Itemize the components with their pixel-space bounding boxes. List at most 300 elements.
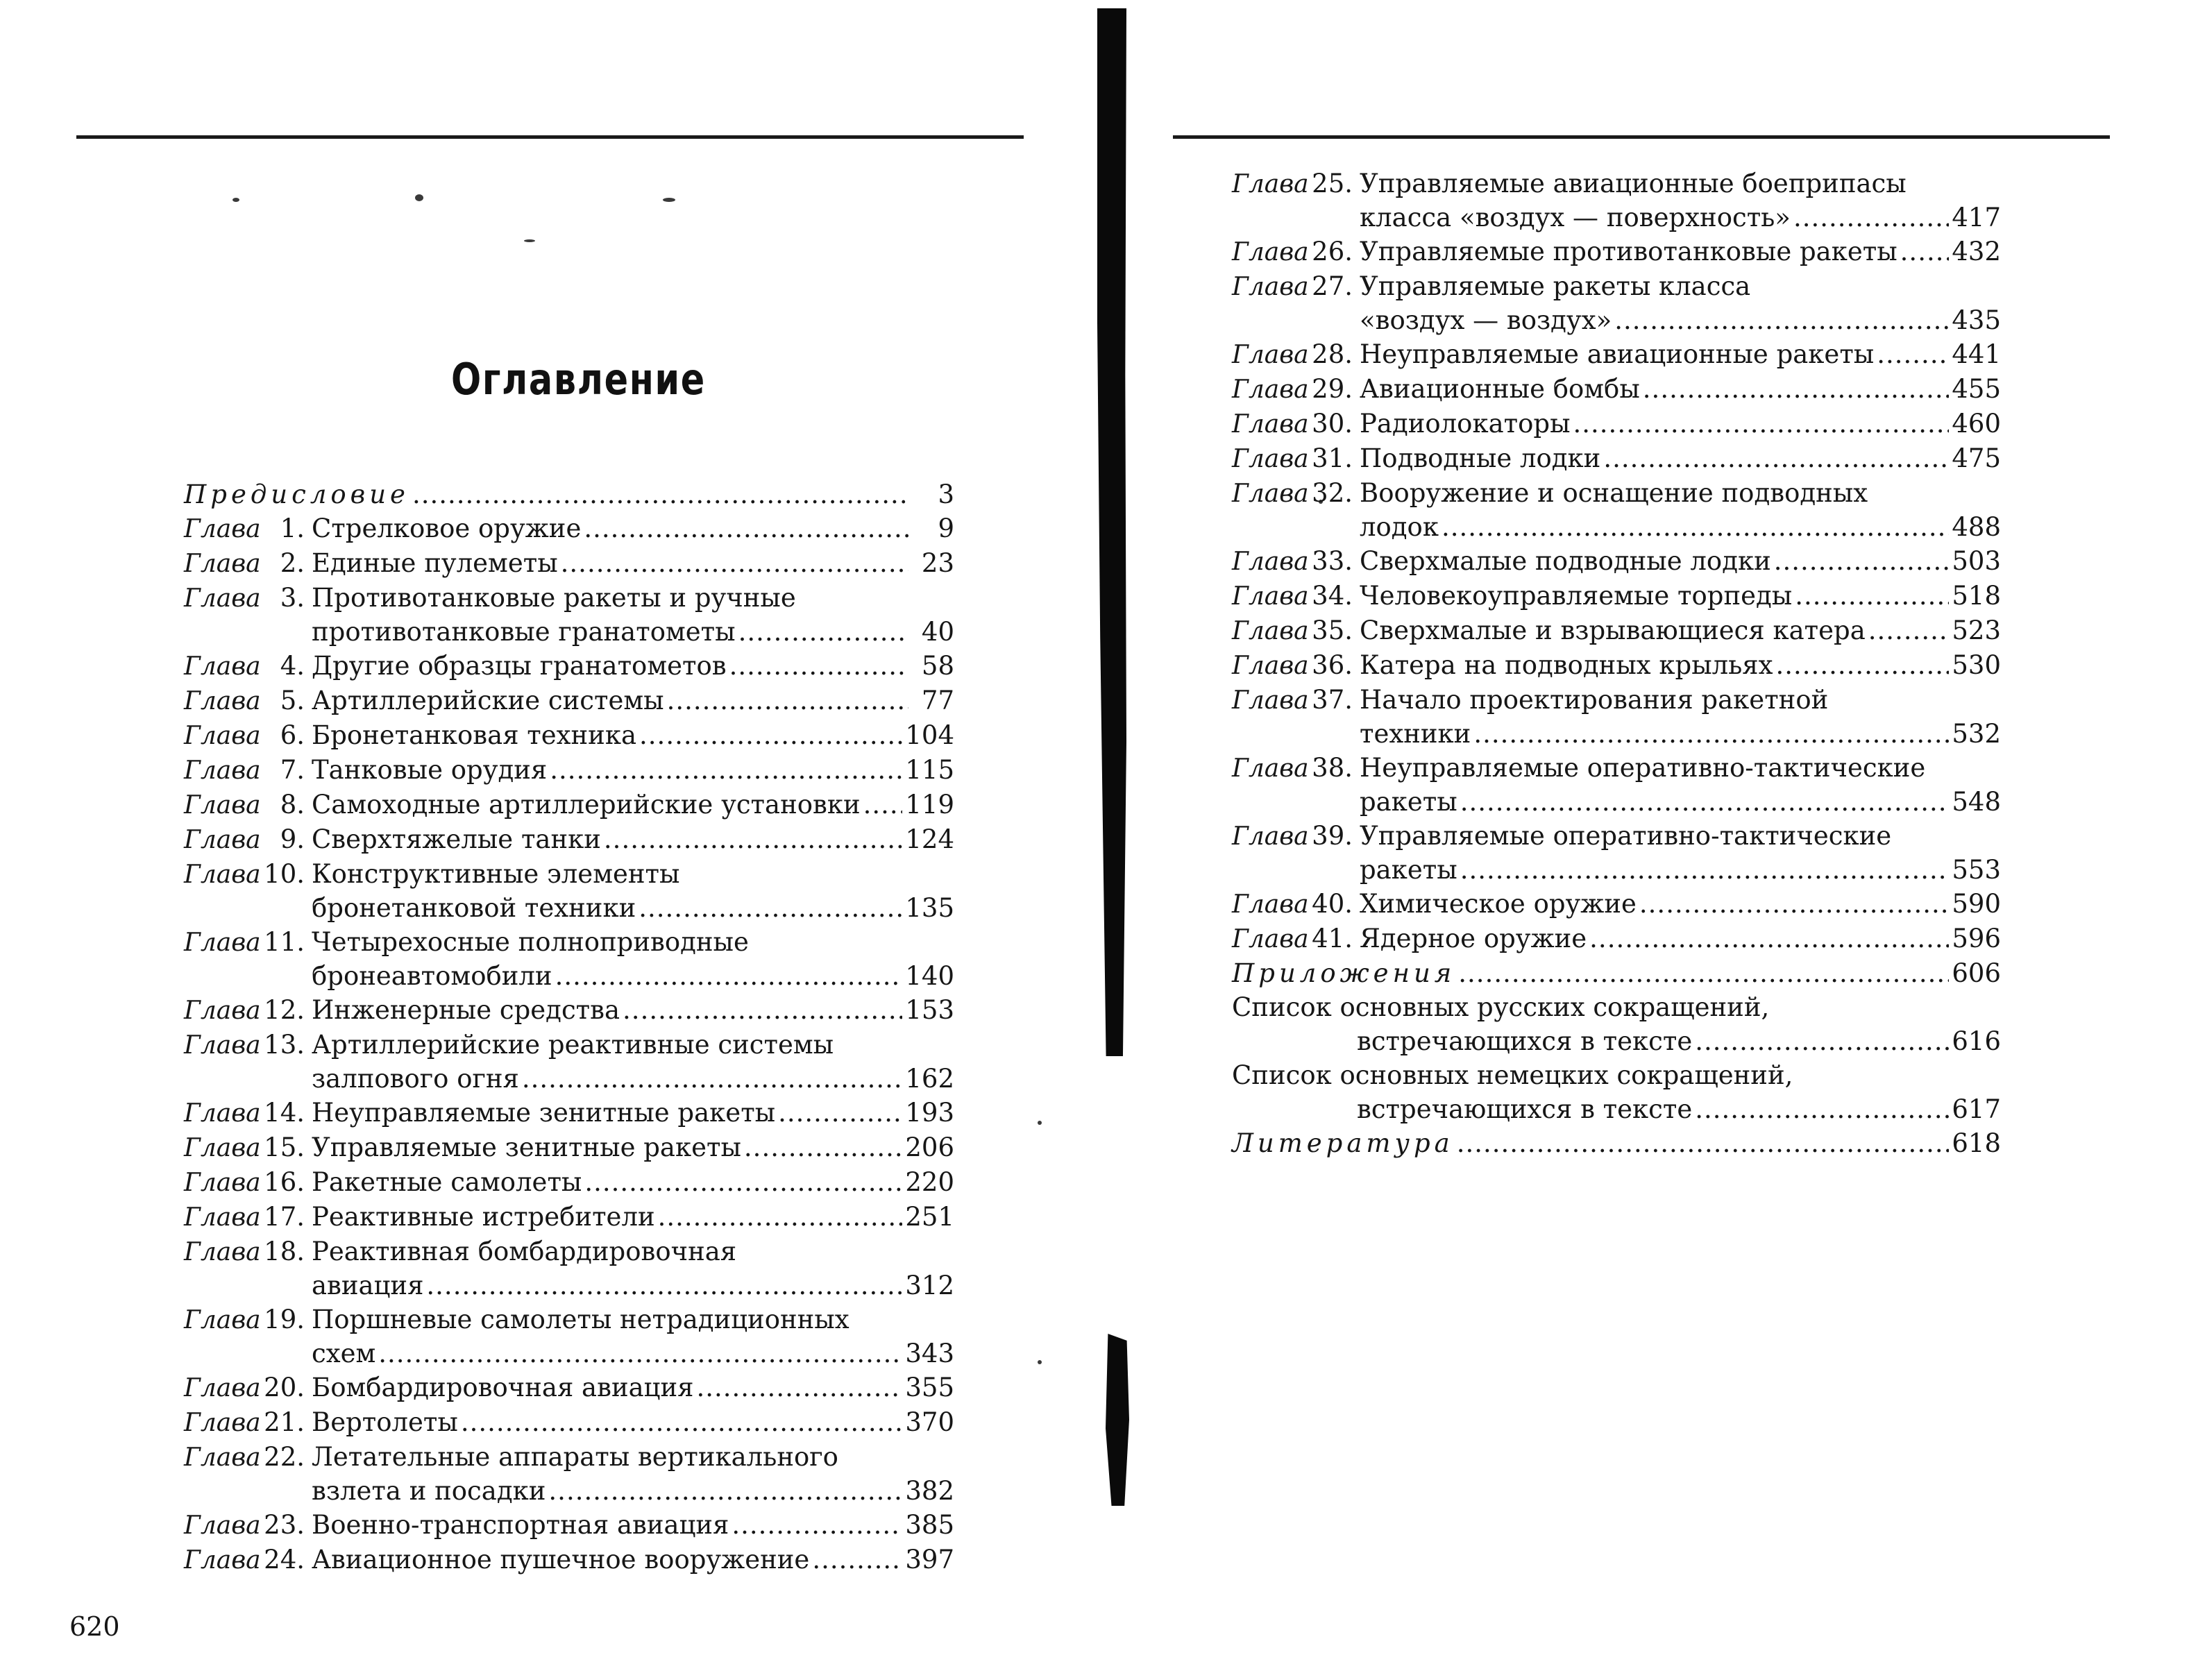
toc-entry-title: Управляемые противотанковые ракеты	[1360, 237, 1897, 266]
toc-column-right	[1232, 167, 2001, 1160]
toc-column-left	[184, 477, 954, 1577]
toc-page-number: 206	[905, 1132, 954, 1162]
toc-entry-title: залпового огня	[312, 1064, 519, 1094]
toc-chapter-label: Глава	[184, 652, 261, 681]
toc-entry-body	[305, 546, 954, 580]
toc-entry-title: Человекоуправляемые торпеды	[1360, 581, 1793, 611]
toc-entry-title: техники	[1360, 719, 1471, 749]
appendix-label: Приложения	[1232, 958, 1456, 988]
toc-page-number: 441	[1952, 339, 2001, 369]
toc-entry-title: Управляемые оперативно-тактические	[1360, 821, 1892, 851]
toc-page-number: 518	[1952, 581, 2001, 611]
toc-entry-line	[312, 1474, 954, 1508]
dot-leader	[1573, 407, 1950, 441]
toc-entry-title: Вертолеты	[312, 1407, 458, 1437]
dot-leader	[863, 788, 903, 822]
toc-page-number: 9	[938, 514, 954, 543]
toc-entry-line	[312, 1508, 954, 1542]
toc-entry	[184, 857, 954, 925]
toc-entry-title: Сверхмалые и взрывающиеся катера	[1360, 616, 1866, 645]
toc-chapter-label: Глава	[1232, 170, 1309, 198]
toc-chapter-label: Глава	[1232, 890, 1309, 919]
toc-entry-body	[1353, 613, 2001, 647]
toc-chapter-number: 7.	[280, 755, 305, 785]
toc-page-number: 616	[1952, 1026, 2001, 1056]
toc-entry-title: Управляемые зенитные ракеты	[312, 1132, 741, 1162]
toc-entry-line	[312, 1234, 954, 1269]
toc-entry-body	[305, 1234, 954, 1303]
toc-page-number: 370	[905, 1407, 954, 1437]
toc-entry	[184, 1508, 954, 1543]
toc-chapter-number: 15.	[264, 1132, 305, 1162]
dot-leader	[744, 1130, 902, 1164]
toc-entry-title: Авиационные бомбы	[1360, 374, 1640, 404]
toc-chapter-label: Глава	[184, 928, 261, 957]
dot-leader	[1614, 303, 1949, 337]
toc-entry	[1232, 751, 2001, 819]
toc-entry-line	[1360, 303, 2001, 337]
toc-page-number: 385	[905, 1510, 954, 1540]
toc-chapter-number: 32.	[1312, 478, 1353, 508]
dot-leader	[1695, 1024, 1949, 1058]
toc-entry	[1232, 887, 2001, 922]
toc-entry-title: Самоходные артиллерийские установки	[312, 790, 861, 820]
toc-entry	[184, 1200, 954, 1234]
toc-chapter-label: Глава	[184, 1169, 261, 1197]
toc-chapter-label: Глава	[1232, 273, 1309, 301]
toc-entry	[184, 546, 954, 581]
toc-chapter-label: Глава	[184, 584, 261, 613]
toc-chapter-label: Глава	[184, 1031, 261, 1060]
toc-chapter-number: 2.	[280, 548, 305, 578]
toc-entry-line	[312, 959, 954, 993]
toc-chapter-number: 9.	[280, 824, 305, 854]
top-rule-right	[1173, 135, 2110, 139]
toc-chapter-label: Глава	[184, 722, 261, 750]
toc-page-number: 606	[1952, 958, 2001, 988]
toc-entry-title: Неуправляемые зенитные ракеты	[312, 1098, 776, 1128]
dot-leader	[604, 822, 902, 856]
toc-entry	[1232, 407, 2001, 441]
toc-entry-body	[1353, 476, 2001, 544]
toc-entry-title: встречающихся в тексте	[1357, 1094, 1693, 1124]
toc-entry-line	[1360, 613, 2001, 647]
toc-page-number: 530	[1952, 650, 2001, 680]
toc-entry-title: Артиллерийские системы	[312, 686, 664, 715]
toc-page-number: 475	[1952, 443, 2001, 473]
toc-entry-line	[312, 684, 954, 718]
toc-entry-line	[1360, 372, 2001, 406]
toc-entry-line	[1360, 167, 2001, 201]
toc-chapter-label: Глава	[184, 791, 261, 820]
dot-leader	[426, 1269, 902, 1303]
toc-entry-line	[312, 546, 954, 580]
toc-entry-body	[1353, 887, 2001, 921]
toc-entry-line	[1360, 544, 2001, 578]
toc-entry-line	[1360, 785, 2001, 819]
toc-entry	[184, 649, 954, 684]
toc-entry-line	[1232, 990, 2001, 1024]
dot-leader	[1473, 717, 1949, 751]
toc-entry-title: «воздух — воздух»	[1360, 305, 1612, 335]
dot-leader	[667, 684, 908, 718]
toc-page-number: 153	[905, 995, 954, 1025]
toc-entry-body	[305, 581, 954, 649]
toc-page-number: 343	[905, 1339, 954, 1368]
dot-leader	[1460, 785, 1950, 819]
toc-page-number: 23	[921, 548, 954, 578]
toc-entry-title: Управляемые авиационные боеприпасы	[1360, 169, 1907, 198]
toc-chapter-label: Глава	[1232, 652, 1309, 680]
toc-entry	[184, 788, 954, 822]
toc-entry-line	[312, 615, 954, 649]
toc-chapter-number: 30.	[1312, 409, 1353, 439]
toc-entry-title: Инженерные средства	[312, 995, 620, 1025]
toc-page-number: 3	[938, 480, 954, 509]
dot-leader	[1643, 372, 1950, 406]
toc-entry	[184, 1028, 954, 1096]
dot-leader	[729, 649, 908, 683]
toc-page-number: 135	[905, 893, 954, 923]
toc-entry-title: Противотанковые ракеты и ручные	[312, 583, 796, 613]
toc-entry	[1232, 441, 2001, 476]
toc-chapter-label: Глава	[1232, 822, 1309, 851]
toc-chapter-label: Глава	[1232, 341, 1309, 369]
book-gutter-shadow-lower	[1106, 1334, 1129, 1506]
toc-chapter-label: Глава	[184, 1443, 261, 1472]
toc-chapter-number: 27.	[1312, 271, 1353, 301]
toc-entry-line	[1360, 269, 2001, 303]
toc-entry-body	[1353, 337, 2001, 371]
toc-entry-line	[184, 477, 954, 511]
dot-leader	[738, 615, 908, 649]
toc-chapter-number: 13.	[264, 1030, 305, 1060]
toc-chapter-number: 21.	[264, 1407, 305, 1437]
toc-entry-line	[1360, 853, 2001, 887]
toc-entry-line	[1360, 235, 2001, 269]
toc-chapter-number: 29.	[1312, 374, 1353, 404]
toc-page-number: 532	[1952, 719, 2001, 749]
toc-entry	[184, 822, 954, 857]
toc-entry-body	[184, 477, 954, 511]
toc-entry-title: бронетанковой техники	[312, 893, 636, 923]
toc-entry-line	[1360, 441, 2001, 475]
scan-speck	[1038, 1360, 1042, 1364]
appendix-item	[1232, 1058, 2001, 1126]
toc-entry-body	[1353, 819, 2001, 887]
toc-chapter-label: Глава	[184, 1203, 261, 1232]
toc-entry-body	[305, 1405, 954, 1439]
toc-entry-body	[305, 1028, 954, 1096]
toc-page-number: 455	[1952, 374, 2001, 404]
toc-entry	[184, 1165, 954, 1200]
toc-entry-body	[305, 1543, 954, 1577]
toc-chapter-number: 33.	[1312, 546, 1353, 576]
toc-entry-line	[1360, 717, 2001, 751]
scan-speck	[1038, 1121, 1042, 1125]
toc-chapter-label: Глава	[184, 687, 261, 715]
toc-page-number: 77	[921, 686, 954, 715]
toc-entry	[184, 1303, 954, 1371]
toc-chapter-number: 36.	[1312, 650, 1353, 680]
dot-leader	[1793, 201, 1949, 235]
toc-entry-body	[305, 1130, 954, 1164]
toc-entry	[1232, 613, 2001, 648]
toc-entry-title: Химическое оружие	[1360, 889, 1637, 919]
toc-entry-title: Список основных немецких сокращений,	[1232, 1060, 1793, 1090]
toc-chapter-label: Глава	[1232, 686, 1309, 715]
toc-entry-line	[312, 1440, 954, 1474]
toc-chapter-number: 10.	[264, 859, 305, 889]
toc-chapter-label: Глава	[1232, 480, 1309, 508]
toc-chapter-label: Глава	[1232, 238, 1309, 266]
toc-entry-title: лодок	[1360, 512, 1439, 542]
toc-page-number: 548	[1952, 787, 2001, 817]
toc-chapter-label: Глава	[184, 756, 261, 785]
toc-chapter-label: Глава	[1232, 582, 1309, 611]
toc-chapter-label: Глава	[1232, 445, 1309, 473]
toc-entry-title: Ракетные самолеты	[312, 1167, 582, 1197]
toc-entry-title: Сверхмалые подводные лодки	[1360, 546, 1771, 576]
toc-page-number: 162	[905, 1064, 954, 1094]
toc-entry-title: встречающихся в тексте	[1357, 1026, 1693, 1056]
appendix-item	[1232, 990, 2001, 1058]
literature-label: Литература	[1232, 1128, 1454, 1158]
toc-entry-line	[1232, 1092, 2001, 1126]
toc-entry-body	[305, 822, 954, 856]
toc-chapter-number: 23.	[264, 1510, 305, 1540]
toc-entry-line	[312, 1405, 954, 1439]
toc-entry-body	[305, 1096, 954, 1130]
toc-chapter-label: Глава	[1232, 925, 1309, 953]
toc-entry-body	[1353, 167, 2001, 235]
toc-entry-line	[312, 1130, 954, 1164]
toc-chapter-number: 4.	[280, 651, 305, 681]
toc-entry-line	[312, 822, 954, 856]
dot-leader	[1457, 1126, 1950, 1160]
toc-page-number: 355	[905, 1373, 954, 1402]
toc-page-number: 382	[905, 1476, 954, 1506]
toc-entry-title: Список основных русских сокращений,	[1232, 992, 1770, 1022]
toc-entry-title: авиация	[312, 1271, 424, 1300]
toc-entry-body	[305, 753, 954, 787]
toc-entry	[184, 581, 954, 649]
dot-leader	[1868, 613, 1950, 647]
dot-leader	[1774, 544, 1950, 578]
toc-entry	[184, 1096, 954, 1130]
toc-chapter-number: 34.	[1312, 581, 1353, 611]
toc-entry	[1232, 372, 2001, 407]
toc-chapter-label: Глава	[1232, 410, 1309, 439]
toc-entry-title: Катера на подводных крыльях	[1360, 650, 1773, 680]
toc-entry	[1232, 544, 2001, 579]
toc-entry	[184, 477, 954, 511]
toc-page-number: 312	[905, 1271, 954, 1300]
toc-chapter-number: 5.	[280, 686, 305, 715]
toc-entry-line	[1232, 1024, 2001, 1058]
scan-speck	[415, 194, 423, 201]
toc-entry-line	[1232, 1058, 2001, 1092]
toc-entry	[184, 718, 954, 753]
dot-leader	[1776, 648, 1950, 682]
toc-entry-title: Подводные лодки	[1360, 443, 1601, 473]
toc-chapter-label: Глава	[184, 1374, 261, 1402]
toc-chapter-number: 41.	[1312, 924, 1353, 953]
dot-leader	[639, 891, 902, 925]
toc-chapter-number: 39.	[1312, 821, 1353, 851]
toc-entry-line	[312, 1096, 954, 1130]
toc-entry	[1232, 476, 2001, 544]
toc-entry-title: Четырехосные полноприводные	[312, 927, 749, 957]
dot-leader	[639, 718, 902, 752]
toc-chapter-number: 31.	[1312, 443, 1353, 473]
dot-leader	[1589, 922, 1949, 956]
toc-chapter-label: Глава	[184, 550, 261, 578]
toc-entry-body	[305, 857, 954, 925]
toc-entry-body	[305, 993, 954, 1027]
toc-entry-line	[312, 718, 954, 752]
toc-entry-title: Начало проектирования ракетной	[1360, 685, 1829, 715]
toc-entry-title: Реактивные истребители	[312, 1202, 655, 1232]
toc-page-number: 417	[1952, 203, 2001, 232]
toc-entry-body	[305, 788, 954, 822]
dot-leader	[378, 1337, 902, 1371]
toc-entry-line	[312, 511, 954, 545]
toc-entry-title: Реактивная бомбардировочная	[312, 1237, 737, 1266]
toc-entry-line	[312, 753, 954, 787]
toc-entry	[184, 1371, 954, 1405]
scan-speck	[524, 239, 535, 242]
toc-chapter-label: Глава	[184, 515, 261, 543]
toc-entry	[184, 1130, 954, 1165]
dot-leader	[1900, 235, 1950, 269]
toc-chapter-number: 12.	[264, 995, 305, 1025]
toc-entry-title: ракеты	[1360, 855, 1457, 885]
toc-entry-body	[305, 649, 954, 683]
toc-chapter-number: 24.	[264, 1545, 305, 1575]
toc-chapter-number: 8.	[280, 790, 305, 820]
toc-chapter-number: 16.	[264, 1167, 305, 1197]
dot-leader	[696, 1371, 902, 1405]
toc-entry-title: Другие образцы гранатометов	[312, 651, 727, 681]
scan-speck	[233, 198, 239, 202]
dot-leader	[1603, 441, 1949, 475]
toc-chapter-number: 40.	[1312, 889, 1353, 919]
toc-entry-line	[1360, 648, 2001, 682]
toc-chapter-label: Глава	[184, 996, 261, 1025]
dot-leader	[1458, 956, 1949, 990]
toc-entry-line	[312, 1303, 954, 1337]
dot-leader	[412, 477, 908, 511]
dot-leader	[1795, 579, 1949, 613]
toc-entry	[184, 1234, 954, 1303]
toc-entry-line	[312, 649, 954, 683]
toc-entry	[1232, 337, 2001, 372]
toc-entry-title: Бомбардировочная авиация	[312, 1373, 694, 1402]
toc-entry-body	[1353, 372, 2001, 406]
toc-entry	[184, 1543, 954, 1577]
toc-page-number: 503	[1952, 546, 2001, 576]
toc-entry-title: класса «воздух — поверхность»	[1360, 203, 1791, 232]
toc-chapter-number: 3.	[280, 583, 305, 613]
toc-page-number: 553	[1952, 855, 2001, 885]
toc-entry	[184, 753, 954, 788]
toc-chapter-number: 18.	[264, 1237, 305, 1266]
toc-page-number: 115	[905, 755, 954, 785]
toc-entry-line	[1360, 407, 2001, 441]
toc-page-number: 140	[905, 961, 954, 991]
toc-entry-title: Поршневые самолеты нетрадиционных	[312, 1305, 849, 1334]
toc-entry-line	[312, 788, 954, 822]
toc-entry-title: Ядерное оружие	[1360, 924, 1587, 953]
toc-section-label: Предисловие	[184, 480, 409, 509]
toc-entry	[184, 1405, 954, 1440]
toc-entry	[184, 993, 954, 1028]
dot-leader	[623, 993, 902, 1027]
dot-leader	[522, 1062, 903, 1096]
toc-entry-body	[1353, 648, 2001, 682]
dot-leader	[561, 546, 908, 580]
toc-entry	[1232, 269, 2001, 337]
toc-entry-title: Неуправляемые авиационные ракеты	[1360, 339, 1875, 369]
toc-entry-title: Военно-транспортная авиация	[312, 1510, 729, 1540]
toc-entry-body	[1353, 269, 2001, 337]
toc-entry-line	[312, 891, 954, 925]
toc-entry-line	[1360, 683, 2001, 717]
top-rule-left	[76, 135, 1024, 139]
toc-entry-title: Радиолокаторы	[1360, 409, 1571, 439]
toc-entry-body	[305, 511, 954, 545]
toc-entry-title: Бронетанковая техника	[312, 720, 637, 750]
toc-chapter-label: Глава	[184, 1134, 261, 1162]
toc-entry-line	[312, 1200, 954, 1234]
toc-entry-line	[312, 581, 954, 615]
toc-page-number: 596	[1952, 924, 2001, 953]
toc-page-number: 523	[1952, 616, 2001, 645]
toc-chapter-number: 38.	[1312, 753, 1353, 783]
toc-chapter-label: Глава	[184, 1546, 261, 1575]
toc-chapter-number: 17.	[264, 1202, 305, 1232]
toc-chapter-number: 28.	[1312, 339, 1353, 369]
toc-entry-body	[305, 1165, 954, 1199]
toc-entry-title: противотанковые гранатометы	[312, 617, 736, 647]
toc-entry-title: Единые пулеметы	[312, 548, 558, 578]
appendix-heading	[1232, 956, 2001, 990]
toc-entry-body	[1353, 922, 2001, 956]
toc-chapter-number: 22.	[264, 1442, 305, 1472]
toc-chapter-number: 19.	[264, 1305, 305, 1334]
toc-entry-line	[1360, 751, 2001, 785]
toc-page-number: 488	[1952, 512, 2001, 542]
toc-entry-title: Летательные аппараты вертикального	[312, 1442, 838, 1472]
toc-entry-title: бронеавтомобили	[312, 961, 552, 991]
dot-leader	[1695, 1092, 1949, 1126]
toc-page-number: 58	[921, 651, 954, 681]
toc-entry-body	[305, 1200, 954, 1234]
toc-entry-body	[1353, 751, 2001, 819]
toc-entry	[1232, 683, 2001, 751]
toc-page-number: 251	[905, 1202, 954, 1232]
toc-chapter-label: Глава	[184, 826, 261, 854]
toc-entry-line	[312, 1543, 954, 1577]
toc-chapter-label: Глава	[1232, 754, 1309, 783]
toc-entry-body	[305, 1508, 954, 1542]
toc-chapter-label: Глава	[1232, 375, 1309, 404]
toc-entry-title: Артиллерийские реактивные системы	[312, 1030, 834, 1060]
toc-entry-line	[1360, 510, 2001, 544]
page-title: Оглавление	[451, 354, 706, 405]
toc-chapter-number: 11.	[264, 927, 305, 957]
